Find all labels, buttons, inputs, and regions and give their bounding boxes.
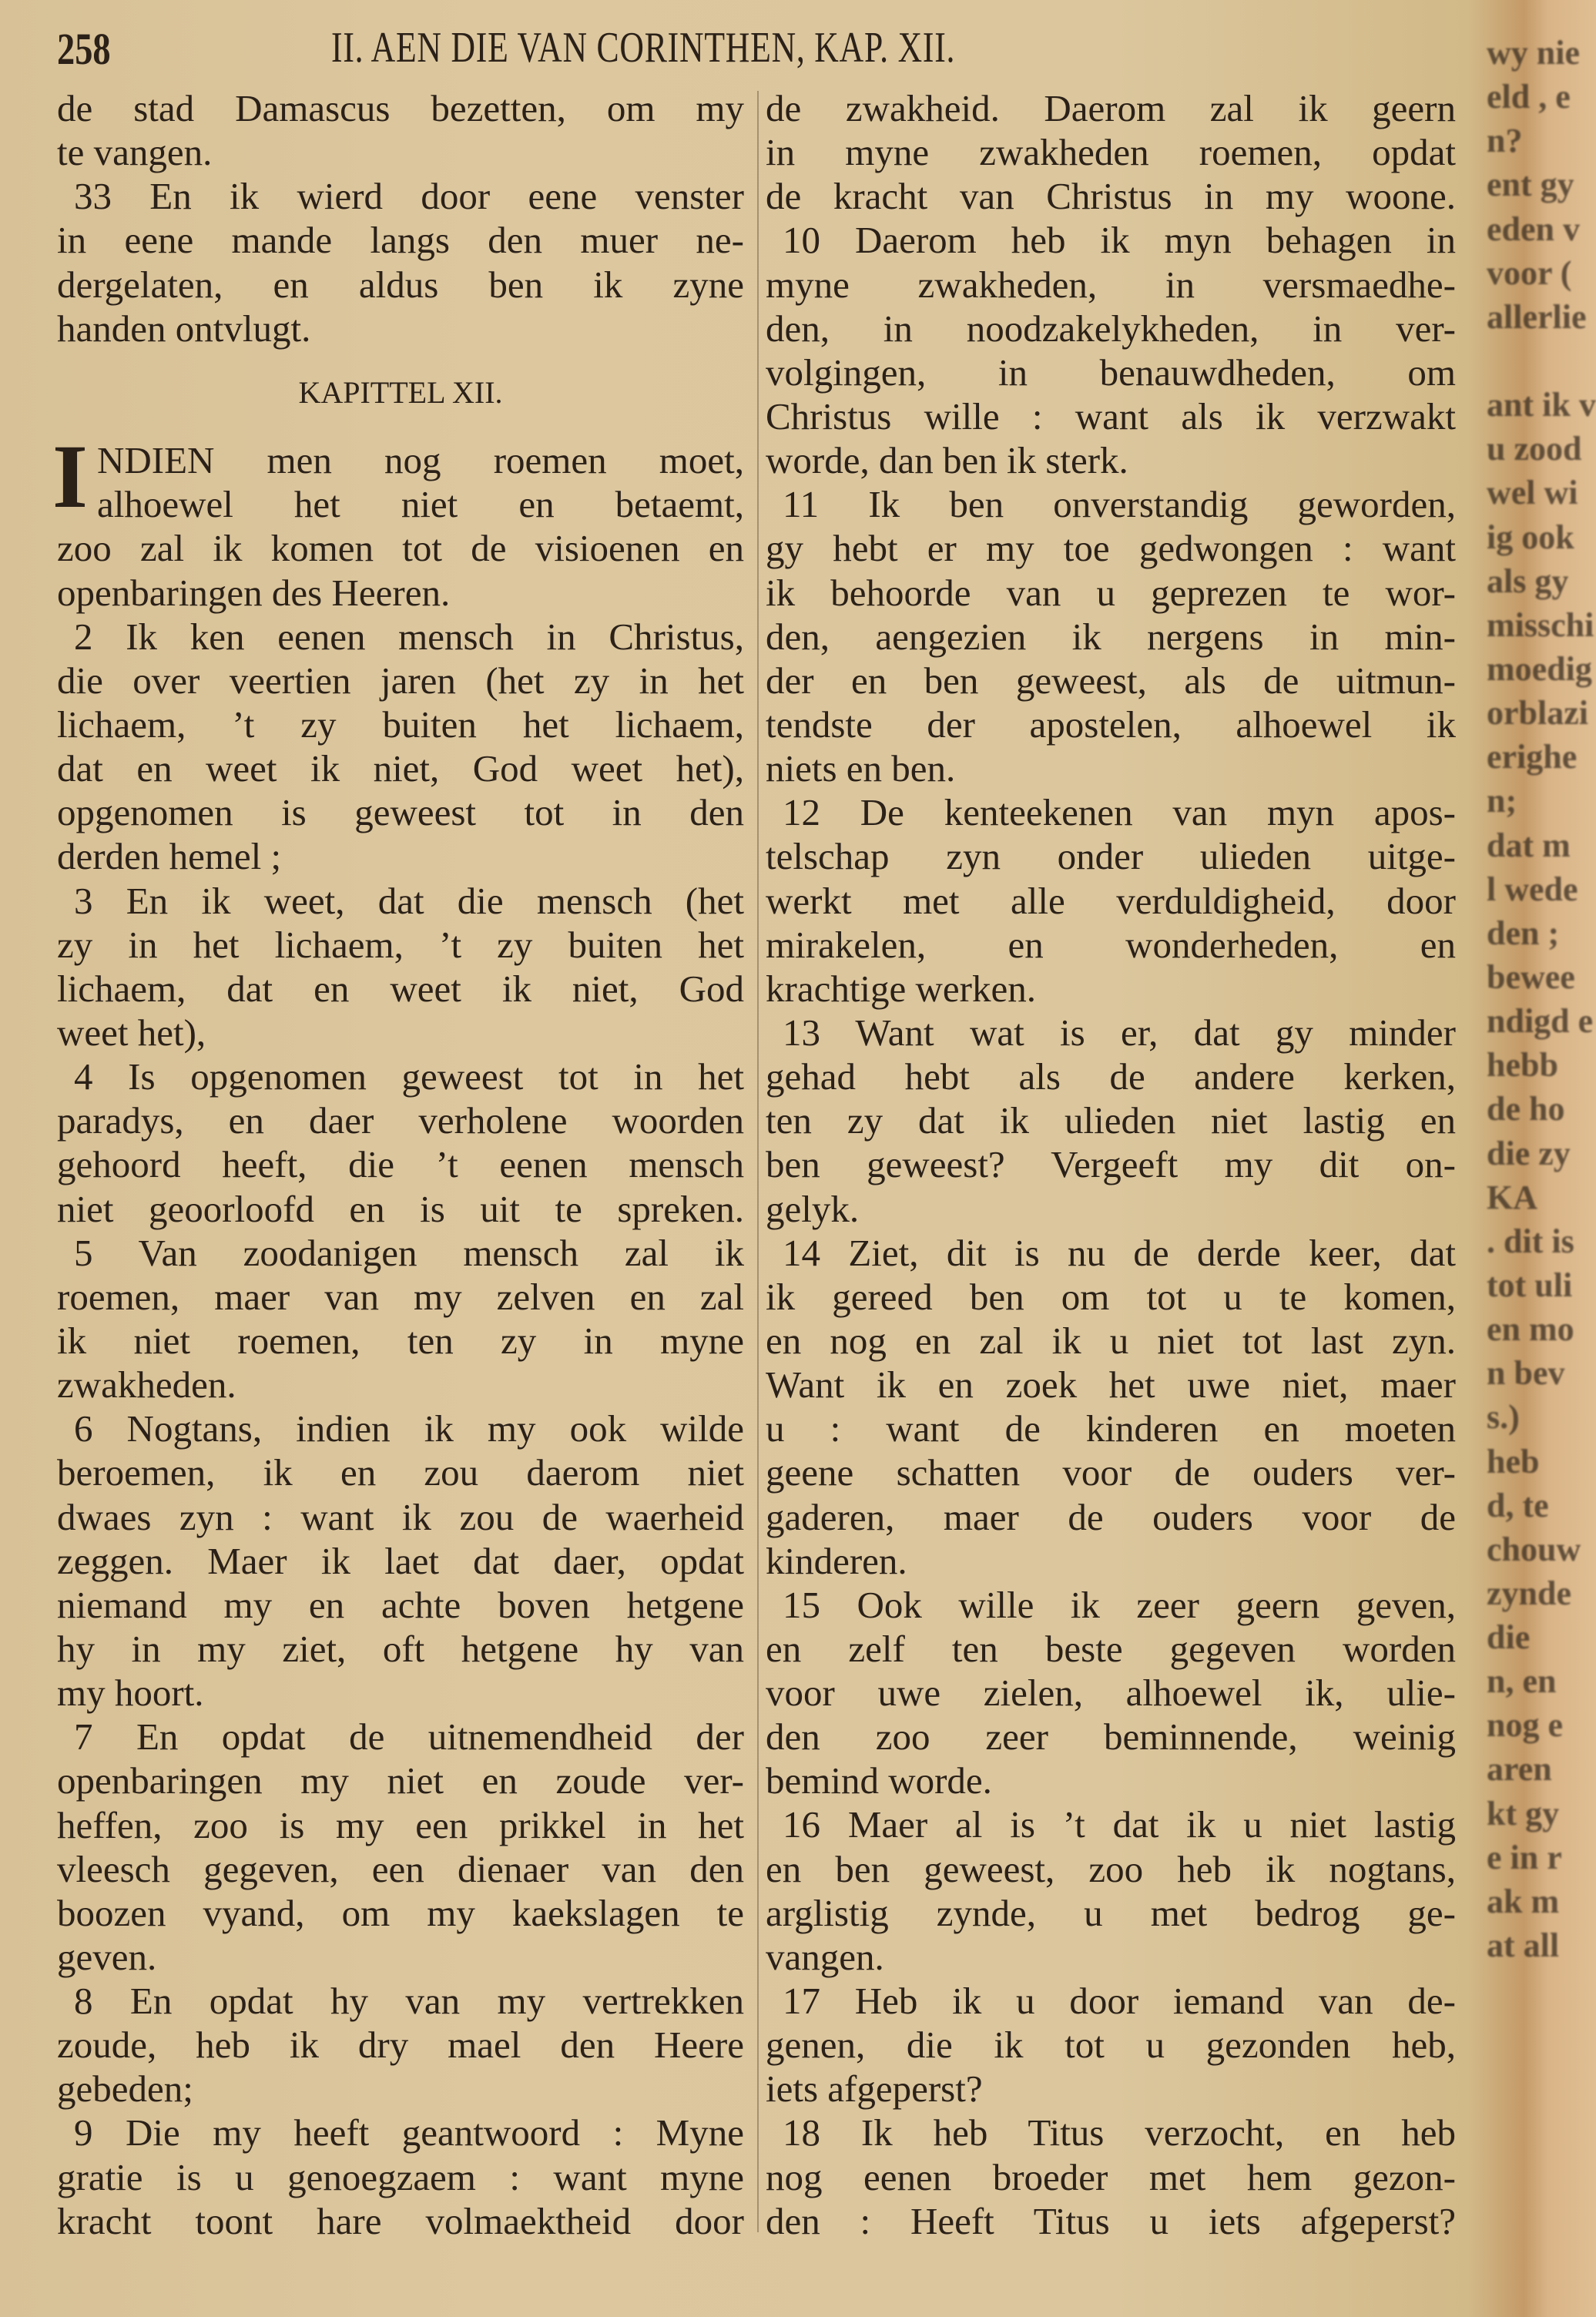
- text-line: zy in het lichaem, ’t zy buiten het: [57, 923, 744, 966]
- next-page-fragment: ant ik v: [1487, 386, 1596, 424]
- column-divider: [757, 91, 759, 2232]
- text-line: tendste der apostelen, alhoewel ik: [766, 702, 1456, 746]
- text-line: Christus wille : want als ik verzwakt: [766, 394, 1456, 438]
- next-page-fragment: wel wi: [1487, 474, 1578, 512]
- text-line: 17 Heb ik u door iemand van de-: [783, 1980, 1456, 2023]
- text-line: dwaes zyn : want ik zou de waerheid: [57, 1495, 744, 1538]
- text-line: heffen, zoo is my een prikkel in het: [57, 1803, 744, 1846]
- next-page-fragment: eld , e: [1487, 78, 1571, 116]
- text-line: 8 En opdat hy van my vertrekken: [74, 1980, 744, 2023]
- text-line: geven.: [57, 1935, 157, 1978]
- next-page-fragment: chouw: [1487, 1530, 1581, 1568]
- next-page-fragment: en mo: [1487, 1310, 1574, 1349]
- next-page-fragment: [1487, 339, 1541, 383]
- text-line: gaderen, maer de ouders voor de: [766, 1495, 1456, 1538]
- text-line: boozen vyand, om my kaekslagen te: [57, 1891, 744, 1934]
- text-line: 11 Ik ben onverstandig geworden,: [783, 483, 1456, 526]
- text-line: bemind worde.: [766, 1759, 992, 1802]
- next-page-fragment: nog e: [1487, 1706, 1563, 1745]
- text-line: zeggen. Maer ik laet dat daer, opdat: [57, 1539, 744, 1582]
- text-line: en nog en zal ik u niet tot last zyn.: [766, 1319, 1456, 1362]
- text-line: in myne zwakheden roemen, opdat: [766, 131, 1456, 174]
- text-line: niets en ben.: [766, 747, 956, 790]
- text-line: beroemen, ik en zou daerom niet: [57, 1451, 744, 1494]
- text-line: 12 De kenteekenen van myn apos-: [783, 791, 1456, 834]
- next-page-fragment: . dit is: [1487, 1222, 1574, 1260]
- text-line: 5 Van zoodanigen mensch zal ik: [74, 1231, 744, 1274]
- page-number: 258: [57, 24, 111, 74]
- text-line: myne zwakheden, in versmaedhe-: [766, 263, 1456, 306]
- next-page-fragment: tot uli: [1487, 1266, 1573, 1304]
- text-line: 4 Is opgenomen geweest tot in het: [74, 1055, 744, 1098]
- text-line: den, aengezien ik nergens in min-: [766, 615, 1456, 658]
- text-line: te vangen.: [57, 131, 213, 174]
- next-page-fragment: hebb: [1487, 1046, 1558, 1085]
- text-line: telschap zyn onder ulieden uitge-: [766, 835, 1456, 878]
- text-line: vangen.: [766, 1935, 884, 1978]
- next-page-fragment: erighe: [1487, 738, 1578, 776]
- text-line: opgenomen is geweest tot in den: [57, 791, 744, 834]
- next-page-fragment: als gy: [1487, 562, 1569, 600]
- text-line: krachtige werken.: [766, 967, 1036, 1010]
- text-line: en ben geweest, zoo heb ik nogtans,: [766, 1847, 1456, 1890]
- next-page-fragment: ig ook: [1487, 518, 1574, 556]
- text-line: 14 Ziet, dit is nu de derde keer, dat: [783, 1231, 1456, 1274]
- text-line: gy hebt er my toe gedwongen : want: [766, 527, 1456, 570]
- right-column: [766, 86, 1456, 2243]
- text-line: roemen, maer van my zelven en zal: [57, 1275, 744, 1318]
- text-line: ik behoorde van u geprezen te wor-: [766, 571, 1456, 614]
- next-page-fragment: allerlie: [1487, 297, 1587, 336]
- text-line: genen, die ik tot u gezonden heb,: [766, 2024, 1456, 2067]
- text-line: alhoewel het niet en betaemt,: [97, 483, 744, 526]
- text-line: lichaem, ’t zy buiten het lichaem,: [57, 702, 744, 746]
- next-page-fragment: de ho: [1487, 1090, 1565, 1128]
- text-line: geene schatten voor de ouders ver-: [766, 1451, 1456, 1494]
- text-line: 6 Nogtans, indien ik my ook wilde: [74, 1407, 744, 1450]
- next-page-fragment: orblazi: [1487, 694, 1588, 733]
- text-line: weet het),: [57, 1011, 206, 1054]
- next-page-fragment: bewee: [1487, 957, 1575, 996]
- text-line: hy in my ziet, oft hetgene hy van: [57, 1627, 744, 1670]
- next-page-fragment: ndigd e: [1487, 1002, 1594, 1041]
- running-head: II. AEN DIE VAN CORINTHEN, KAP. XII.: [331, 24, 956, 72]
- text-line: gehoord heeft, die ’t eenen mensch: [57, 1143, 744, 1186]
- next-page-edge: [1487, 31, 1596, 2265]
- next-page-fragment: die zy: [1487, 1134, 1571, 1172]
- text-line: den : Heeft Titus u iets afgeperst?: [766, 2199, 1456, 2242]
- next-page-fragment: heb: [1487, 1442, 1540, 1480]
- text-line: ten zy dat ik ulieden niet lastig en: [766, 1099, 1456, 1142]
- text-line: gelyk.: [766, 1187, 860, 1230]
- next-page-fragment: zynde: [1487, 1574, 1571, 1612]
- text-line: 9 Die my heeft geantwoord : Myne: [74, 2111, 744, 2154]
- text-line: iets afgeperst?: [766, 2067, 983, 2111]
- text-line: dergelaten, en aldus ben ik zyne: [57, 263, 744, 306]
- next-page-fragment: n bev: [1487, 1354, 1565, 1393]
- text-line: voor uwe zielen, alhoewel ik, ulie-: [766, 1672, 1456, 1715]
- text-line: openbaringen des Heeren.: [57, 571, 451, 614]
- text-line: vleesch gegeven, een dienaer van den: [57, 1847, 744, 1890]
- text-line: en zelf ten beste gegeven worden: [766, 1627, 1456, 1670]
- next-page-fragment: ak m: [1487, 1882, 1560, 1920]
- text-line: dat en weet ik niet, God weet het),: [57, 747, 744, 790]
- text-line: 16 Maer al is ’t dat ik u niet lastig: [783, 1803, 1456, 1846]
- text-line: in eene mande langs den muer ne-: [57, 219, 744, 262]
- next-page-fragment: den ;: [1487, 914, 1560, 952]
- next-page-fragment: KA: [1487, 1178, 1537, 1216]
- text-line: arglistig zynde, u met bedrog ge-: [766, 1891, 1456, 1934]
- text-line: kinderen.: [766, 1539, 907, 1582]
- next-page-fragment: e in r: [1487, 1838, 1562, 1876]
- text-line: 7 En opdat de uitnemendheid der: [74, 1715, 744, 1759]
- text-line: 18 Ik heb Titus verzocht, en heb: [783, 2111, 1456, 2154]
- next-page-fragment: eden v: [1487, 210, 1580, 248]
- text-line: kracht toont hare volmaektheid door: [57, 2199, 744, 2242]
- text-line: 13 Want wat is er, dat gy minder: [783, 1011, 1456, 1054]
- next-page-fragment: moedig: [1487, 649, 1592, 688]
- next-page-fragment: dat m: [1487, 826, 1571, 864]
- next-page-fragment: aren: [1487, 1750, 1552, 1789]
- text-line: der en ben geweest, als de uitmun-: [766, 659, 1456, 702]
- text-line: my hoort.: [57, 1672, 204, 1715]
- text-line: lichaem, dat en weet ik niet, God: [57, 967, 744, 1010]
- next-page-fragment: at all: [1487, 1926, 1560, 1965]
- text-line: 10 Daerom heb ik myn behagen in: [783, 219, 1456, 262]
- text-line: paradys, en daer verholene woorden: [57, 1099, 744, 1142]
- text-line: den, in noodzakelykheden, in ver-: [766, 307, 1456, 350]
- text-line: worde, dan ben ik sterk.: [766, 439, 1128, 482]
- next-page-fragment: u zood: [1487, 430, 1582, 468]
- text-line: ik niet roemen, ten zy in myne: [57, 1319, 744, 1362]
- next-page-fragment: ent gy: [1487, 166, 1574, 204]
- left-column: [52, 86, 744, 2243]
- text-line: zoude, heb ik dry mael den Heere: [57, 2024, 744, 2067]
- text-line: openbaringen my niet en zoude ver-: [57, 1759, 744, 1802]
- text-line: volgingen, in benauwdheden, om: [766, 350, 1456, 394]
- text-line: u : want de kinderen en moeten: [766, 1407, 1456, 1450]
- text-line: die over veertien jaren (het zy in het: [57, 659, 744, 702]
- text-line: 15 Ook wille ik zeer geern geven,: [783, 1583, 1456, 1626]
- text-line: niet geoorloofd en is uit te spreken.: [57, 1187, 744, 1230]
- text-line: mirakelen, en wonderheden, en: [766, 923, 1456, 966]
- text-line: handen ontvlugt.: [57, 307, 311, 350]
- text-line: de kracht van Christus in my woone.: [766, 175, 1456, 218]
- text-line: 3 En ik weet, dat die mensch (het: [74, 879, 744, 922]
- text-line: zoo zal ik komen tot de visioenen en: [57, 527, 744, 570]
- text-line-content: NDIEN men nog roemen moet,: [97, 439, 744, 482]
- drop-cap: I: [52, 426, 88, 528]
- text-line: 2 Ik ken eenen mensch in Christus,: [74, 615, 744, 658]
- text-line: ben geweest? Vergeeft my dit on-: [766, 1143, 1456, 1186]
- text-line: Want ik en zoek het uwe niet, maer: [766, 1363, 1456, 1407]
- text-line: de stad Damascus bezetten, om my: [57, 87, 744, 129]
- next-page-fragment: n, en: [1487, 1662, 1557, 1701]
- text-line: zwakheden.: [57, 1363, 236, 1407]
- text-line: derden hemel ;: [57, 835, 282, 878]
- chapter-heading: KAPITTEL XII.: [298, 374, 503, 410]
- next-page-fragment: s.): [1487, 1398, 1520, 1437]
- text-line: gehad hebt als de andere kerken,: [766, 1055, 1456, 1098]
- text-line: de zwakheid. Daerom zal ik geern: [766, 87, 1456, 129]
- text-line: gratie is u genoegzaem : want myne: [57, 2155, 744, 2198]
- text-line: ik gereed ben om tot u te komen,: [766, 1275, 1456, 1318]
- next-page-fragment: d, te: [1487, 1486, 1549, 1524]
- next-page-fragment: misschi: [1487, 605, 1594, 644]
- text-line: 33 En ik wierd door eene venster: [74, 175, 744, 218]
- next-page-fragment: wy nie: [1487, 34, 1580, 72]
- text-line: werkt met alle verduldigheid, door: [766, 879, 1456, 922]
- text-line: nog eenen broeder met hem gezon-: [766, 2155, 1456, 2198]
- next-page-fragment: voor (: [1487, 253, 1572, 292]
- next-page-fragment: kt gy: [1487, 1794, 1560, 1832]
- next-page-fragment: die: [1487, 1618, 1531, 1657]
- text-line: den zoo zeer beminnende, weinig: [766, 1715, 1456, 1759]
- next-page-fragment: n;: [1487, 782, 1517, 820]
- next-page-fragment: n?: [1487, 122, 1523, 160]
- text-line: gebeden;: [57, 2067, 193, 2111]
- text-line: niemand my en achte boven hetgene: [57, 1583, 744, 1626]
- next-page-fragment: l wede: [1487, 870, 1578, 908]
